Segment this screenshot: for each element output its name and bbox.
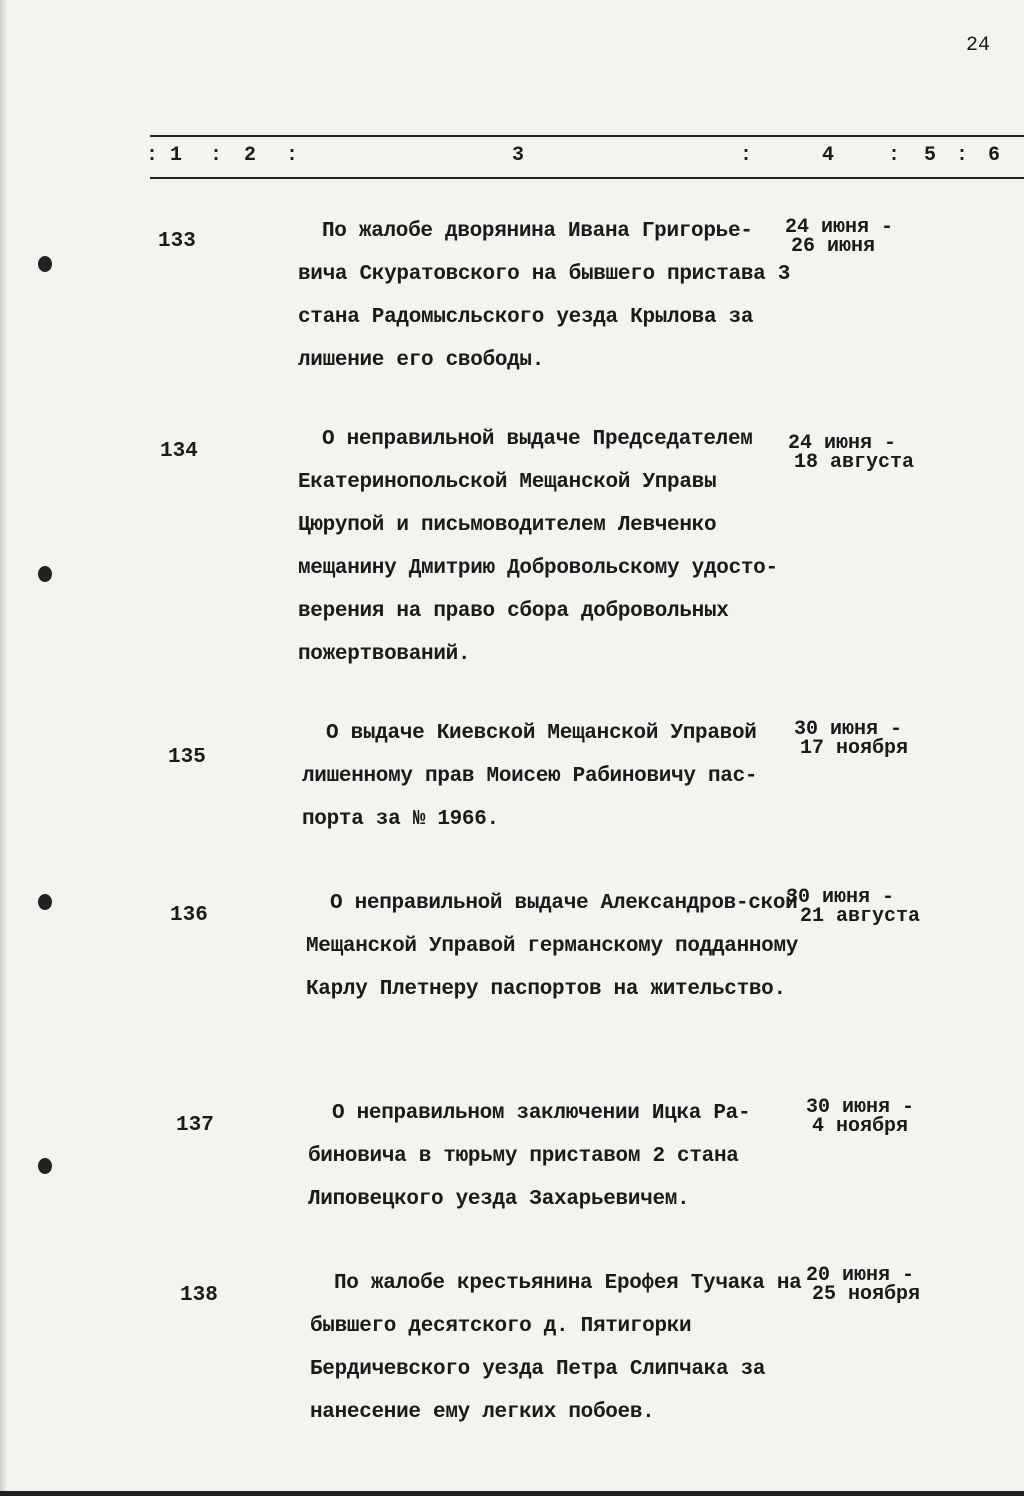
entry-number: 137 [176,1114,214,1137]
entry-date-end: 18 августа [794,451,915,474]
column-separator: : [286,144,299,167]
column-header-5: 5 [924,144,937,167]
entry-description: О неправильной выдаче Александров-ской Мещанской Управой германскому подданному Карлу Плетнеру паспортов на жительство. [306,892,799,1001]
entry-description: По жалобе дворянина Ивана Григорье-вича Скуратовского на бывшего пристава 3 стана Радомысльского уезда Крылова за лишение его свободы. [298,220,791,372]
page-bottom-edge [0,1491,1024,1496]
entry-dates [806,1266,956,1304]
entry-description: О неправильной выдаче Председателем Екатеринопольской Мещанской Управы Цюрупой и письмоводителем Левченко мещанину Дмитрию Добровольскому удосто-верения на право сбора добровольных пожертвований. [298,428,778,666]
header-rule-bottom [150,177,1024,179]
entry-date-start: 30 июня - [806,1096,915,1119]
entry-date-start: 20 июня - [806,1264,915,1287]
binding-hole [38,566,52,582]
column-header-1: 1 [170,144,183,167]
entry-number: 134 [160,440,198,463]
column-separator: : [956,144,969,167]
entry-date-end: 17 ноября [800,737,909,760]
column-separator: : [888,144,901,167]
entry-number: 136 [170,904,208,927]
binding-hole [38,894,52,910]
entry-number: 135 [168,746,206,769]
column-header-3: 3 [512,144,525,167]
entry-date-end: 21 августа [800,905,921,928]
entry-dates [786,888,936,926]
page-number: 24 [965,34,990,57]
binding-hole [38,256,52,272]
column-separator: : [146,144,159,167]
entry-date-end: 4 ноября [812,1115,909,1138]
binding-hole [38,1158,52,1174]
entry-number: 138 [180,1284,218,1307]
entry-dates [794,720,944,758]
header-rule-top [150,135,1024,137]
entry-date-end: 25 ноября [812,1283,921,1306]
column-separator: : [210,144,223,167]
paper-edge-shadow [0,0,8,1496]
entry-date-start: 30 июня - [794,718,903,741]
entry-date-start: 24 июня - [785,216,894,239]
entry-description: О неправильном заключении Ицка Ра-биновича в тюрьму приставом 2 стана Липовецкого уезда Захарьевичем. [308,1102,751,1211]
column-header-6: 6 [988,144,1001,167]
entry-date-start: 24 июня - [788,432,897,455]
entry-dates [785,218,935,256]
entry-date-start: 30 июня - [786,886,895,909]
entry-number: 133 [158,230,196,253]
column-header-2: 2 [244,144,257,167]
entry-dates [788,434,938,472]
entry-description: О выдаче Киевской Мещанской Управой лишенному прав Моисею Рабиновичу пас-порта за № 1966. [302,722,758,831]
column-header-4: 4 [822,144,835,167]
column-separator: : [740,144,753,167]
entry-description: По жалобе крестьянина Ерофея Тучака на бывшего десятского д. Пятигорки Бердичевского уезда Петра Слипчака за нанесение ему легких побоев. [310,1272,802,1424]
entry-date-end: 26 июня [791,235,876,258]
entry-dates [806,1098,956,1136]
